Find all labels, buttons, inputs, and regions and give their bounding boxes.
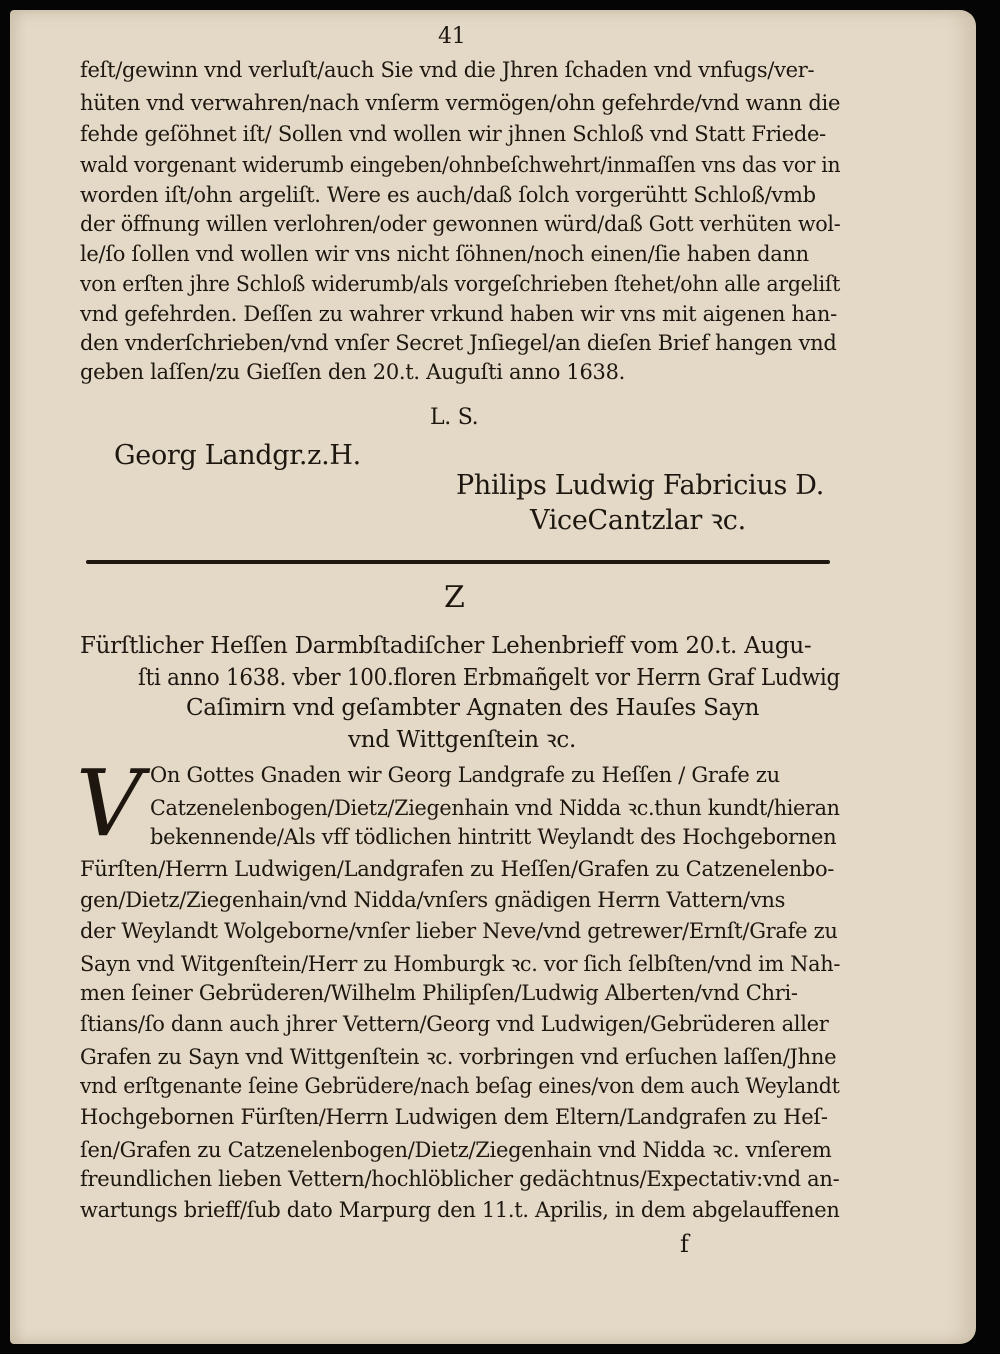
text-line: geben laſſen/zu Gieſſen den 20.t. Auguſti anno 1638.	[80, 360, 626, 384]
text-line: men ſeiner Gebrüderen/Wilhelm Philipſen/Ludwig Alberten/vnd Chri-	[80, 981, 798, 1005]
drop-cap: V	[76, 750, 143, 857]
text-line: gen/Dietz/Ziegenhain/vnd Nidda/vnſers gnädigen Herrn Vattern/vns	[80, 888, 786, 912]
document-heading-line: ſti anno 1638. vber 100.floren Erbmañgelt vor Herrn Graf Ludwig	[138, 665, 840, 691]
section-divider	[86, 560, 830, 564]
text-line: den vnderſchrieben/vnd vnſer Secret Jnſiegel/an dieſen Brief hangen vnd	[80, 331, 837, 355]
text-line: ſen/Grafen zu Catzenelenbogen/Dietz/Ziegenhain vnd Nidda ꝛc. vnſerem	[80, 1138, 832, 1162]
text-line: der Weylandt Wolgeborne/vnſer lieber Neve/vnd getrewer/Ernſt/Grafe zu	[80, 919, 838, 943]
text-line: freundlichen lieben Vettern/hochlöblicher gedächtnus/Expectativ:vnd an-	[80, 1167, 840, 1191]
text-line: von erſten jhre Schloß widerumb/als vorgeſchrieben ſtehet/ohn alle argeliſt	[80, 272, 841, 296]
text-line: vnd erſtgenante ſeine Gebrüdere/nach beſag eines/von dem auch Weylandt	[80, 1074, 840, 1098]
text-line: Fürſten/Herrn Ludwigen/Landgrafen zu Heſſen/Grafen zu Catzenelenbo-	[80, 857, 835, 881]
document-heading-line: Fürſtlicher Heſſen Darmbſtadiſcher Lehenbrieff vom 20.t. Augu-	[80, 633, 812, 659]
signature-landgrave: Georg Landgr.z.H.	[114, 440, 361, 471]
text-line: le/ſo ſollen vnd wollen wir vns nicht ſöhnen/noch einen/ſie haben dann	[80, 242, 809, 266]
text-line: wald vorgenant widerumb eingeben/ohnbeſchwehrt/inmaſſen vns das vor in	[80, 153, 841, 177]
text-line: wartungs brieff/ſub dato Marpurg den 11.t. Aprilis, in dem abgelauffenen	[80, 1198, 840, 1222]
catchword: f	[680, 1230, 689, 1258]
text-line: Hochgebornen Fürſten/Herrn Ludwigen dem Eltern/Landgrafen zu Heſ-	[80, 1105, 828, 1129]
text-line: vnd gefehrden. Deſſen zu wahrer vrkund haben wir vns mit aigenen han-	[80, 302, 837, 326]
text-line: Grafen zu Sayn vnd Wittgenſtein ꝛc. vorbringen vnd erſuchen laſſen/Jhne	[80, 1045, 837, 1069]
text-line: Catzenelenbogen/Dietz/Ziegenhain vnd Nidda ꝛc.thun kundt/hieran	[150, 796, 840, 820]
text-line: der öffnung willen verlohren/oder gewonnen würd/daß Gott verhüten wol-	[80, 212, 841, 236]
text-line: On Gottes Gnaden wir Georg Landgrafe zu Heſſen / Grafe zu	[150, 763, 780, 787]
text-line: hüten vnd verwahren/nach vnſerm vermögen/ohn gefehrde/vnd wann die	[80, 91, 841, 115]
text-line: fehde geſöhnet iſt/ Sollen vnd wollen wir jhnen Schloß vnd Statt Friede-	[80, 122, 826, 146]
page-number: 41	[438, 24, 466, 49]
text-line: feſt/gewinn vnd verluſt/auch Sie vnd die Jhren ſchaden vnd vnfugs/ver-	[80, 58, 815, 82]
document-heading-line: vnd Wittgenſtein ꝛc.	[348, 727, 577, 753]
document-heading-line: Caſimirn vnd geſambter Agnaten des Hauſes Sayn	[186, 695, 760, 721]
seal-mark: L. S.	[430, 405, 479, 430]
signature-fabricius: Philips Ludwig Fabricius D.	[456, 470, 824, 501]
text-line: worden iſt/ohn argeliſt. Were es auch/daß ſolch vorgerühtt Schloß/vmb	[80, 183, 816, 207]
text-line: ſtians/ſo dann auch jhrer Vettern/Georg vnd Ludwigen/Gebrüderen aller	[80, 1012, 829, 1036]
text-line: bekennende/Als vff tödlichen hintritt Weylandt des Hochgebornen	[150, 825, 837, 849]
signature-title: ViceCantzlar ꝛc.	[530, 505, 746, 536]
text-line: Sayn vnd Witgenſtein/Herr zu Homburgk ꝛc. vor ſich ſelbſten/vnd im Nah-	[80, 952, 841, 976]
section-letter: Z	[444, 580, 465, 615]
